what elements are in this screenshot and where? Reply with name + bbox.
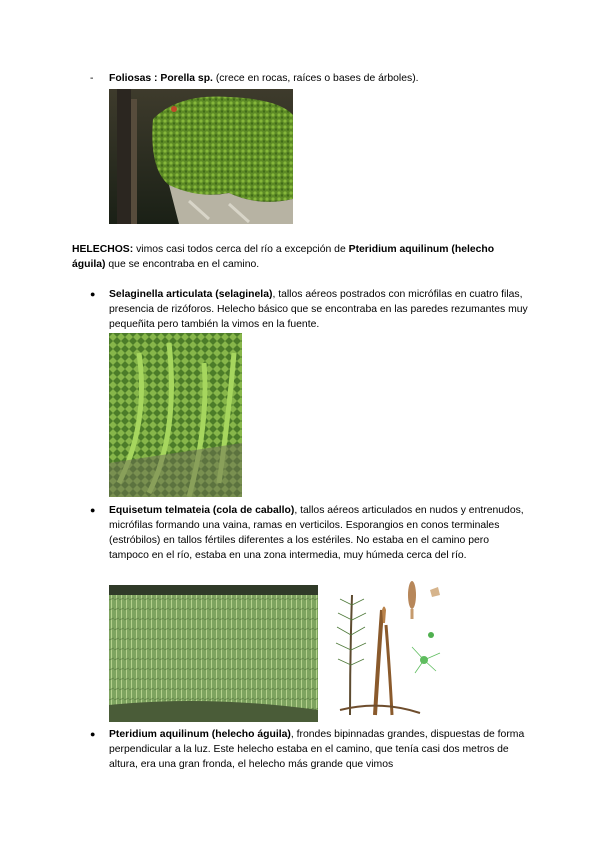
item-title: Pteridium aquilinum (helecho águila) — [109, 729, 291, 740]
item-title: Equisetum telmateia (cola de caballo) — [109, 505, 295, 516]
item-text: , tallos aéreos articulados en nudos y entrenudos, micrófilas formando una vaina, ramas en verticilos. Esporangios en conos terminales (estróbilos) en tallos fértiles diferentes a los estériles. No estaba en el camino pero tampoco en el río, estaba en una zona intermedia, muy húmeda cerca del río. — [109, 505, 524, 561]
list-item-pteridium — [109, 727, 529, 772]
helechos-paragraph — [72, 242, 528, 272]
list-item-selaginella — [109, 287, 529, 332]
item-text: , frondes bipinnadas grandes, dispuestas de forma perpendicular a la luz. Este helecho estaba en el camino, que tenía casi dos metros de altura, era una gran fronda, el helecho más grande que vimos — [109, 729, 525, 770]
list-item-marker: ● — [90, 729, 96, 739]
helechos-title: HELECHOS: — [72, 244, 134, 255]
foliosas-title: Foliosas : Porella sp. — [109, 73, 213, 84]
foliosas-marker: - — [90, 73, 94, 84]
helechos-species: Pteridium aquilinum (helecho águila) — [72, 244, 495, 270]
foliosas-text: (crece en rocas, raíces o bases de árboles). — [212, 73, 419, 84]
list-item-equisetum — [109, 503, 529, 563]
helechos-text1: vimos casi todos cerca del río a excepción de — [133, 244, 349, 255]
list-item-marker: ● — [90, 505, 96, 515]
equisetum-photo — [109, 585, 318, 722]
list-item-marker: ● — [90, 289, 96, 299]
helechos-text2: que se encontraba en el camino. — [105, 259, 260, 270]
item-text: , tallos aéreos postrados con micrófilas en cuatro filas, presencia de rizóforos. Helecho básico que se encontraba en las paredes rezumantes muy pequeñita pero también la vimos en la fuente. — [109, 289, 528, 330]
porella-photo — [109, 89, 293, 224]
foliosas-line — [109, 71, 529, 86]
selaginella-photo — [109, 333, 242, 497]
item-title: Selaginella articulata (selaginela) — [109, 289, 273, 300]
equisetum-illustration — [320, 575, 448, 723]
